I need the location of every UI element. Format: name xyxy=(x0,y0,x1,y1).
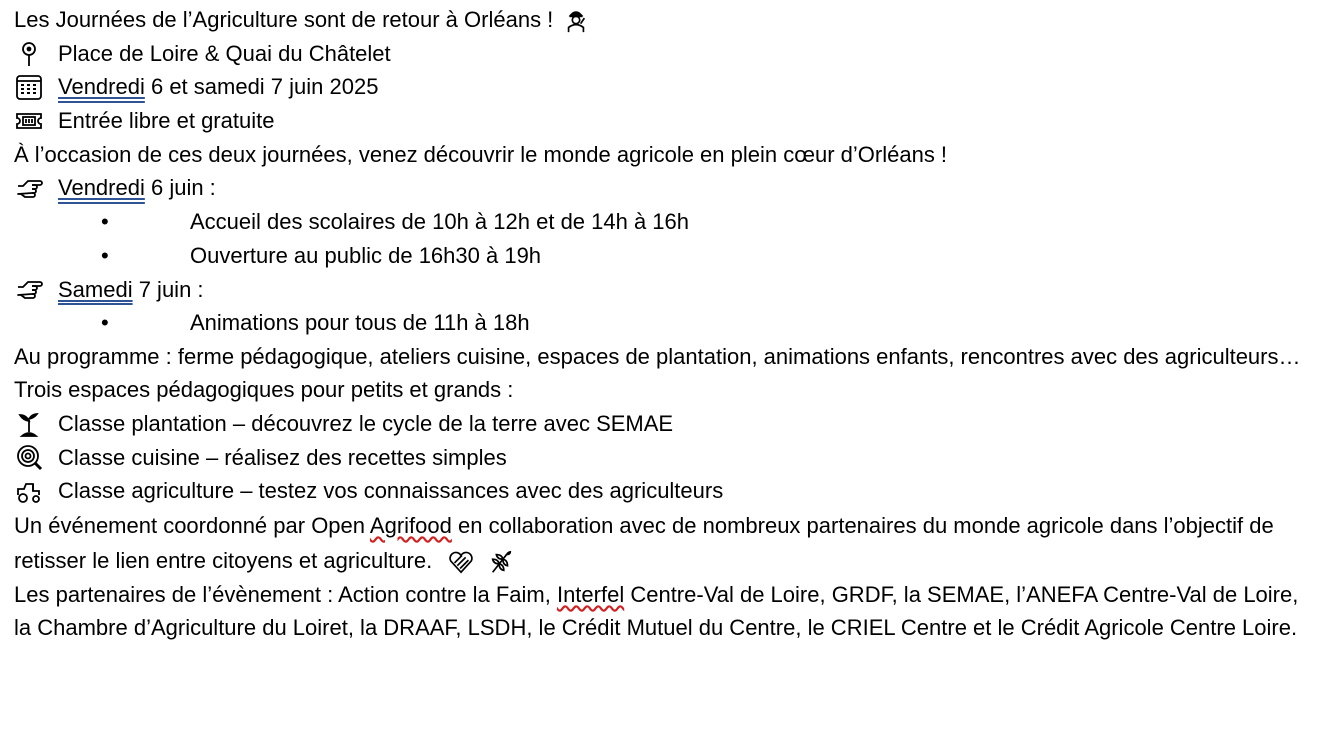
saturday-heading xyxy=(14,273,1322,307)
saturday-rest: 7 juin : xyxy=(132,276,204,302)
entry-text: Entrée libre et gratuite xyxy=(58,108,275,134)
wheat-icon xyxy=(486,547,516,577)
space-item-plantation xyxy=(14,407,1322,441)
partners-paragraph xyxy=(14,578,1312,645)
date-rest: 6 et samedi 7 juin 2025 xyxy=(144,74,379,100)
space-item-text: Classe cuisine – réalisez des recettes simples xyxy=(58,444,507,470)
location-text: Place de Loire & Quai du Châtelet xyxy=(58,40,391,66)
bullet: • xyxy=(101,310,109,336)
event-text-part1: Un événement coordonné par Open xyxy=(14,512,370,538)
spaces-heading-text: Trois espaces pédagogiques pour petits et grands : xyxy=(14,377,514,403)
partners-text-part1: Les partenaires de l’évènement : Action contre la Faim, xyxy=(14,581,557,607)
title-line xyxy=(14,3,1322,37)
list-item xyxy=(14,306,1322,340)
farmer-icon xyxy=(561,5,591,35)
heart-icon xyxy=(446,547,476,577)
friday-heading xyxy=(14,171,1322,205)
date-line xyxy=(14,70,1322,104)
list-item xyxy=(14,239,1322,273)
calendar-icon xyxy=(14,72,44,102)
spaces-heading xyxy=(14,373,1322,407)
list-item-text: Animations pour tous de 11h à 18h xyxy=(190,310,530,336)
intro-line xyxy=(14,138,1322,172)
entry-line xyxy=(14,104,1322,138)
bullet: • xyxy=(101,209,109,235)
space-item-cuisine xyxy=(14,441,1322,475)
friday-word: Vendredi xyxy=(58,175,145,201)
cooking-icon xyxy=(14,442,44,472)
program-paragraph: Au programme : ferme pédagogique, ateliers cuisine, espaces de plantation, animations enfants, rencontres avec des agriculteurs… xyxy=(14,343,1301,369)
space-item-text: Classe plantation – découvrez le cycle de la terre avec SEMAE xyxy=(58,410,674,436)
tractor-icon xyxy=(14,476,44,506)
bullet: • xyxy=(101,242,109,268)
date-weekday: Vendredi xyxy=(58,74,145,100)
partners-text-part2: Centre-Val de Loire, GRDF, la SEMAE, l’ANEFA Centre-Val de Loire, la Chambre d’Agriculture du Loiret, la DRAAF, LSDH, le Crédit Mutuel du Centre, le CRIEL Centre et le Crédit Agricole Centre Loire. xyxy=(14,581,1299,641)
saturday-word: Samedi xyxy=(58,276,133,302)
seedling-icon xyxy=(14,409,44,439)
pointing-hand-icon xyxy=(14,274,44,304)
event-brand: Agrifood xyxy=(369,512,452,538)
friday-rest: 6 juin : xyxy=(144,175,216,201)
pointing-hand-icon xyxy=(14,173,44,203)
space-item-agriculture xyxy=(14,474,1322,508)
space-item-text: Classe agriculture – testez vos connaissances avec des agriculteurs xyxy=(58,478,724,504)
intro-text: À l’occasion de ces deux journées, venez découvrir le monde agricole en plein cœur d’Orléans ! xyxy=(14,141,948,167)
event-paragraph xyxy=(14,508,1312,578)
list-item-text: Ouverture au public de 16h30 à 19h xyxy=(190,242,542,268)
pin-icon xyxy=(14,39,44,69)
list-item xyxy=(14,205,1322,239)
partners-brand: Interfel xyxy=(556,581,625,607)
title-text: Les Journées de l’Agriculture sont de retour à Orléans ! xyxy=(14,7,554,32)
list-item-text: Accueil des scolaires de 10h à 12h et de 14h à 16h xyxy=(190,209,690,235)
event-text-part2: en collaboration avec de nombreux partenaires du monde agricole dans l’objectif de retisser le lien entre citoyens et agriculture. xyxy=(14,512,1274,573)
location-line xyxy=(14,37,1322,71)
ticket-icon xyxy=(14,106,44,136)
